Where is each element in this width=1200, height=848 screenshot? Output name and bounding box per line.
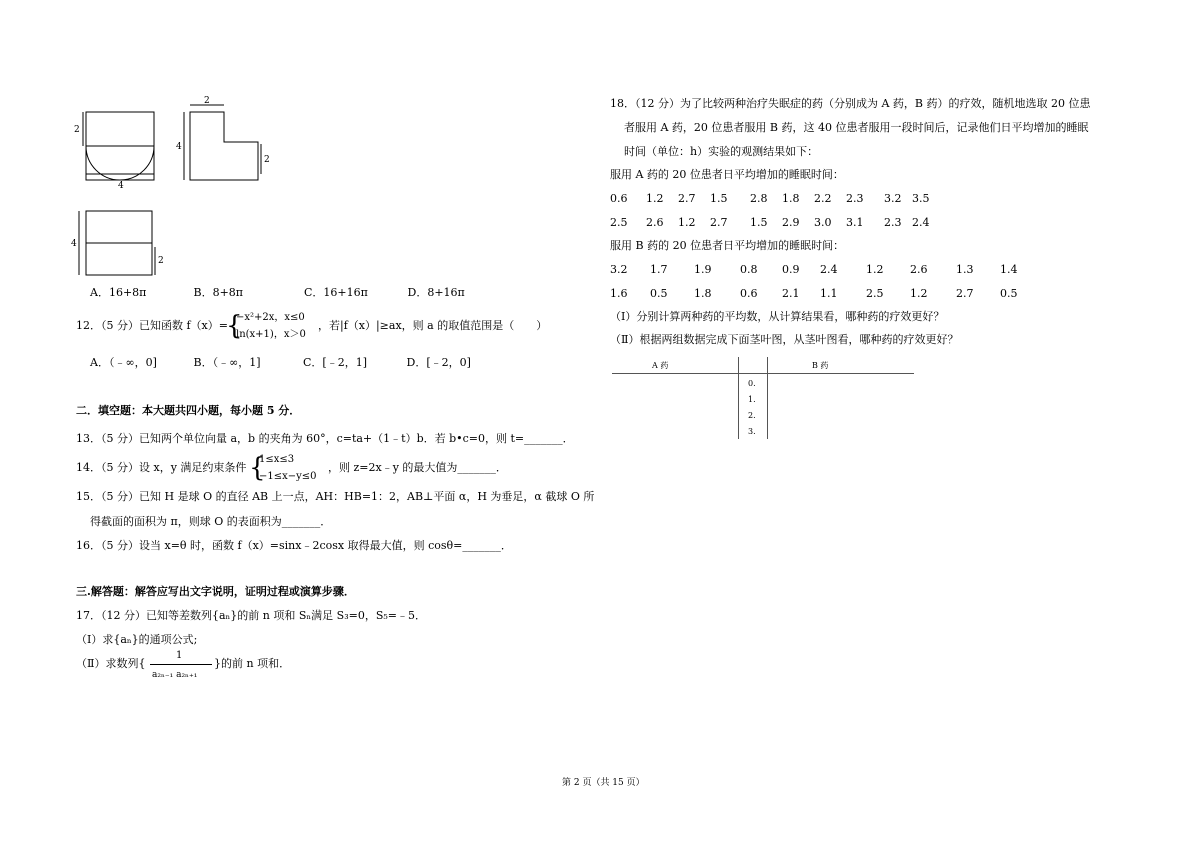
q11-options (90, 286, 465, 300)
q14-case1: 1≤x≤3 (259, 454, 295, 465)
q17-fraction-denominator: a₂ₙ₋₁ a₂ₙ₊₁ (152, 670, 198, 680)
side-right-label: 2 (264, 155, 270, 165)
q18-b-title: 服用 B 药的 20 位患者日平均增加的睡眠时间： (610, 239, 845, 252)
q18-part2: （Ⅱ）根据两组数据完成下面茎叶图，从茎叶图看，哪种药的疗效更好？ (610, 333, 959, 346)
section-2-heading: 二．填空题：本大题共四小题，每小题 5 分． (76, 404, 301, 417)
data-value: 2.2 (814, 192, 832, 205)
side-height-label: 4 (176, 142, 182, 152)
stem-leaf-divider-right (767, 357, 768, 439)
data-value: 2.5 (610, 216, 628, 229)
data-value: 2.1 (782, 287, 800, 300)
q17-fraction-numerator: 1 (176, 650, 183, 661)
option-b: B．8+8π (193, 286, 244, 299)
q17-intro: 17．（12 分）已知等差数列{aₙ}的前 n 项和 Sₙ满足 S₃=0，S₅=﹣5． (76, 609, 426, 622)
data-value: 2.6 (646, 216, 664, 229)
q12-suffix: ，若|f（x）|≥ax，则 a 的取值范围是（ ） (318, 319, 548, 332)
data-value: 2.7 (678, 192, 696, 205)
q12-brace: { (226, 311, 243, 341)
top-right-label: 2 (158, 256, 164, 266)
data-value: 3.2 (884, 192, 902, 205)
q14-prefix: 14．（5 分）设 x，y 满足约束条件 (76, 461, 247, 474)
stem-2: 2. (748, 411, 756, 420)
stem-leaf-table (612, 357, 914, 439)
data-value: 0.9 (782, 263, 800, 276)
stem-0: 0. (748, 379, 756, 388)
side-top-label: 2 (204, 96, 210, 106)
data-value: 2.5 (866, 287, 884, 300)
data-value: 2.9 (782, 216, 800, 229)
data-value: 1.6 (610, 287, 628, 300)
q17-part2-suffix: }的前 n 项和． (214, 657, 291, 670)
q14-brace: { (249, 453, 266, 483)
data-value: 0.6 (610, 192, 628, 205)
data-value: 3.5 (912, 192, 930, 205)
q18-a-row1 (610, 192, 930, 206)
stem-header-b: B 药 (812, 361, 829, 370)
page-footer: 第 2 页（共 15 页） (562, 778, 645, 788)
data-value: 1.4 (1000, 263, 1018, 276)
data-value: 1.2 (866, 263, 884, 276)
q16: 16．（5 分）设当 x=θ 时，函数 f（x）=sinx﹣2cosx 取得最大值，则 cosθ=_______． (76, 539, 512, 552)
data-value: 1.5 (710, 192, 728, 205)
top-height-label: 4 (71, 239, 77, 249)
q15-line2: 得截面的面积为 π，则球 O 的表面积为_______． (90, 515, 332, 528)
data-value: 0.5 (650, 287, 668, 300)
data-value: 2.7 (710, 216, 728, 229)
q17-part1: （Ⅰ）求{aₙ}的通项公式; (76, 633, 198, 646)
data-value: 1.2 (678, 216, 696, 229)
q12-case2: ln(x+1)，x＞0 (236, 329, 306, 340)
q12-prefix: 12．（5 分）已知函数 f（x）= (76, 319, 228, 332)
option-d: D．[﹣2，0] (406, 356, 471, 369)
data-value: 0.5 (1000, 287, 1018, 300)
q18-line1: 18．（12 分）为了比较两种治疗失眠症的药（分别成为 A 药，B 药）的疗效，随机地选取 20 位患 (610, 97, 1091, 110)
three-view-figure (66, 94, 286, 284)
q13: 13．（5 分）已知两个单位向量 a，b 的夹角为 60°，c=ta+（1﹣t）b．若 b•c=0，则 t=_______． (76, 432, 574, 445)
stem-header-a: A 药 (652, 361, 669, 370)
data-value: 0.6 (740, 287, 758, 300)
data-value: 2.3 (884, 216, 902, 229)
section-3-heading: 三.解答题：解答应写出文字说明，证明过程或演算步骤． (76, 585, 355, 598)
side-view (184, 105, 261, 180)
front-view (83, 112, 154, 180)
data-value: 2.4 (820, 263, 838, 276)
data-value: 2.3 (846, 192, 864, 205)
data-value: 3.2 (610, 263, 628, 276)
data-value: 1.2 (910, 287, 928, 300)
option-a: A．16+8π (90, 286, 147, 299)
q17-fraction-bar (150, 664, 212, 665)
q18-b-row1 (610, 263, 1018, 277)
q18-a-title: 服用 A 药的 20 位患者日平均增加的睡眠时间： (610, 168, 844, 181)
data-value: 2.8 (750, 192, 768, 205)
q14-case2: −1≤x−y≤0 (259, 471, 317, 482)
q18-line2: 者服用 A 药，20 位患者服用 B 药，这 40 位患者服用一段时间后，记录他们日平均增加的睡眠 (624, 121, 1089, 134)
q14-suffix: ，则 z=2x﹣y 的最大值为_______． (328, 461, 507, 474)
front-side-label: 2 (74, 125, 80, 135)
q17-part2-prefix: （Ⅱ）求数列{ (76, 657, 146, 670)
data-value: 1.2 (646, 192, 664, 205)
data-value: 1.3 (956, 263, 974, 276)
front-width-label: 4 (118, 181, 124, 191)
stem-leaf-header-line (612, 373, 914, 374)
data-value: 1.5 (750, 216, 768, 229)
q18-b-row2 (610, 287, 1018, 301)
option-a: A．（﹣∞，0] (90, 356, 157, 369)
option-c: C．16+16π (304, 286, 368, 299)
data-value: 1.8 (782, 192, 800, 205)
q18-part1: （Ⅰ）分别计算两种药的平均数，从计算结果看，哪种药的疗效更好？ (610, 310, 945, 323)
q12-case1: −x²+2x，x≤0 (236, 312, 305, 323)
option-c: C．[﹣2，1] (303, 356, 367, 369)
data-value: 1.8 (694, 287, 712, 300)
q18-a-row2 (610, 216, 930, 230)
data-value: 1.1 (820, 287, 838, 300)
data-value: 2.7 (956, 287, 974, 300)
stem-3: 3. (748, 427, 756, 436)
data-value: 0.8 (740, 263, 758, 276)
data-value: 1.7 (650, 263, 668, 276)
option-b: B．（﹣∞，1] (193, 356, 261, 369)
q18-line3: 时间（单位：h）实验的观测结果如下： (624, 145, 819, 158)
top-view (79, 211, 155, 275)
data-value: 2.6 (910, 263, 928, 276)
stem-leaf-divider-left (738, 357, 739, 439)
data-value: 3.0 (814, 216, 832, 229)
q15-line1: 15．（5 分）已知 H 是球 O 的直径 AB 上一点，AH：HB=1：2，AB⊥平面 α，H 为垂足，α 截球 O 所 (76, 490, 595, 503)
data-value: 2.4 (912, 216, 930, 229)
stem-1: 1. (748, 395, 756, 404)
data-value: 1.9 (694, 263, 712, 276)
q12-options (90, 356, 471, 370)
option-d: D．8+16π (407, 286, 465, 299)
data-value: 3.1 (846, 216, 864, 229)
